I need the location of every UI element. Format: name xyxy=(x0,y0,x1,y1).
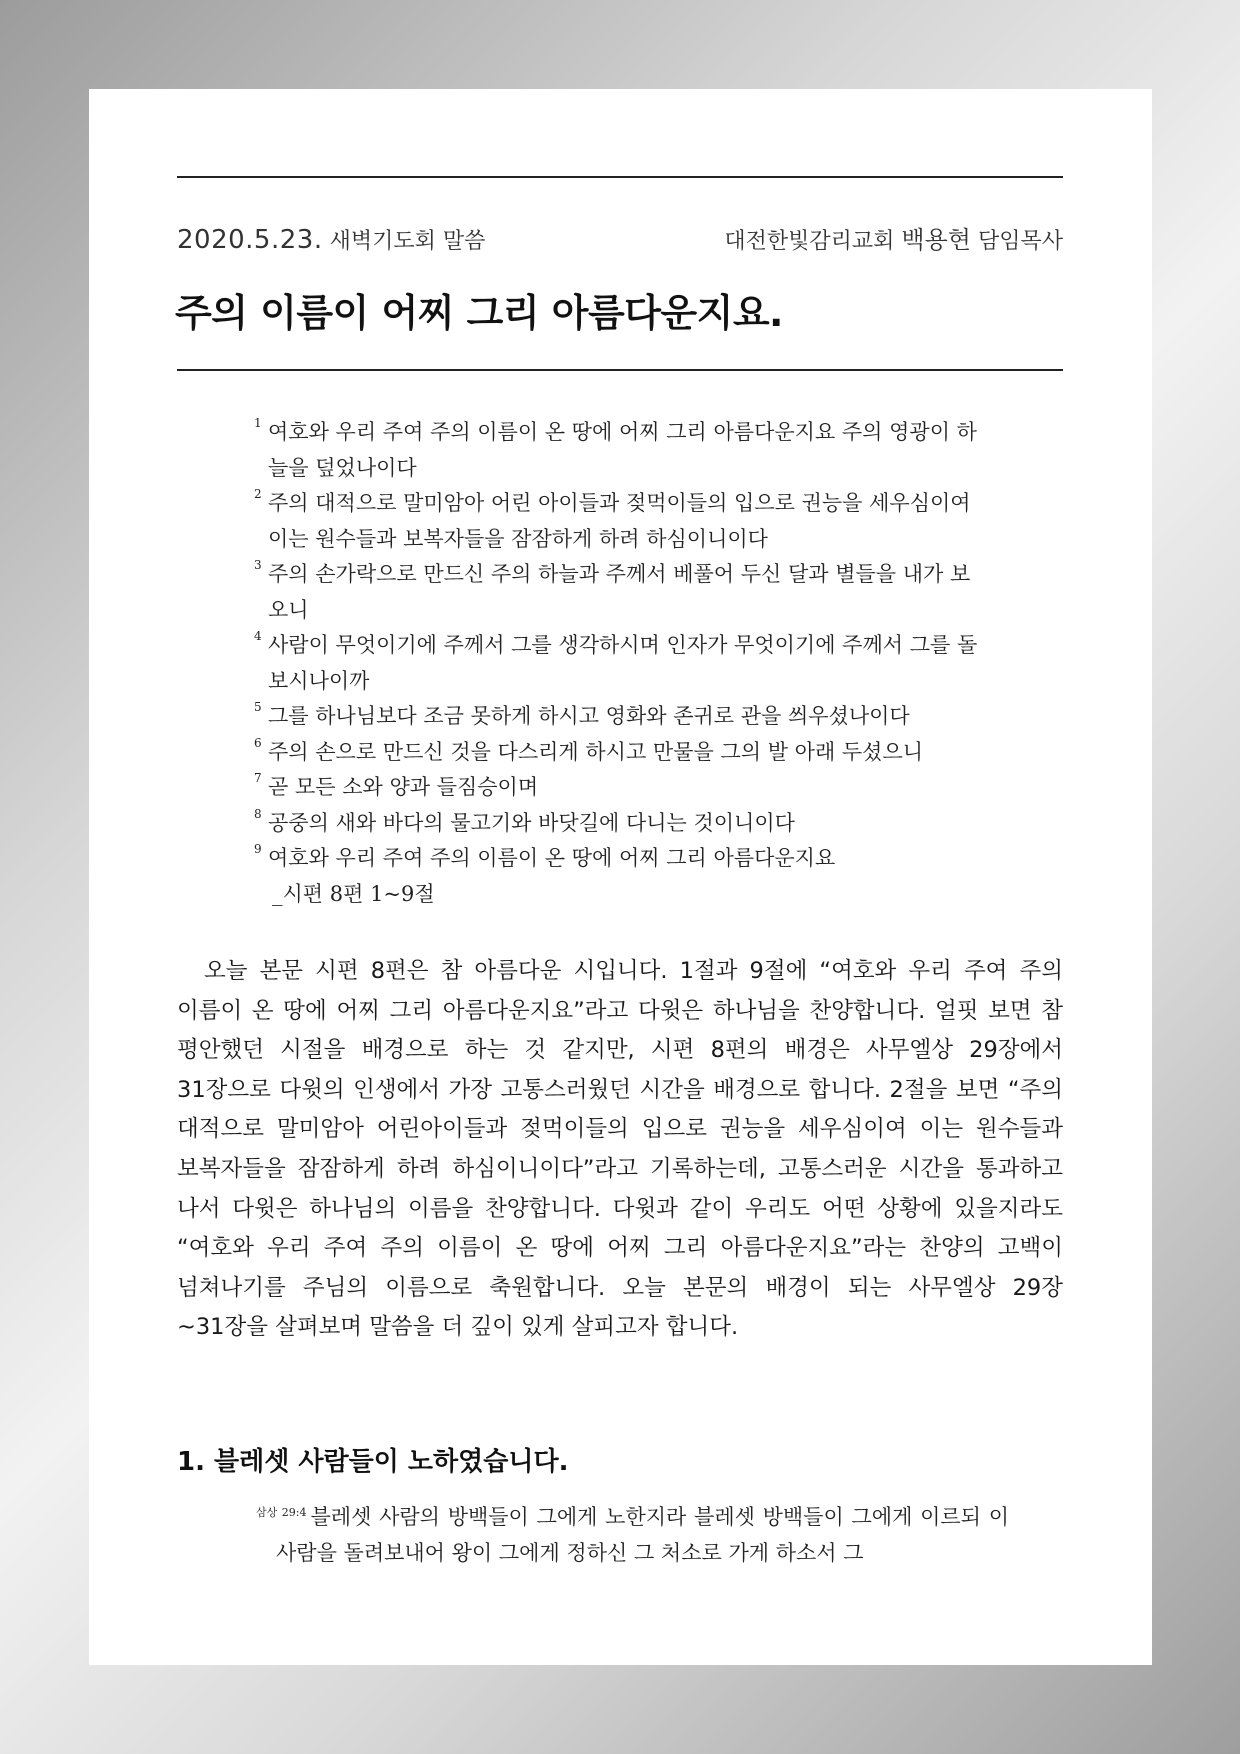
verse-number: 6 xyxy=(254,735,262,750)
verse xyxy=(254,628,989,699)
verse xyxy=(254,806,989,842)
verse-text: 공중의 새와 바다의 물고기와 바닷길에 다니는 것이니이다 xyxy=(268,810,795,835)
service-name: 새벽기도회 말씀 xyxy=(329,229,486,254)
passage-citation: _시편 8편 1~9절 xyxy=(272,881,435,906)
verse-text: 곧 모든 소와 양과 들짐승이며 xyxy=(268,775,539,799)
verse-text: 사람이 무엇이기에 주께서 그를 생각하시며 인자가 무엇이기에 주께서 그를 돌보시나이까 xyxy=(268,633,978,693)
verse xyxy=(254,557,989,628)
verse xyxy=(254,699,989,735)
service-info xyxy=(177,224,485,255)
scripture-passage xyxy=(254,415,989,912)
verse-text: 여호와 우리 주여 주의 이름이 온 땅에 어찌 그리 아름다운지요 주의 영광이 하늘을 덮었나이다 xyxy=(268,420,977,480)
pastor-name: 백용현 xyxy=(901,226,971,254)
verse-number: 8 xyxy=(254,806,262,821)
church-name: 대전한빛감리교회 xyxy=(724,229,895,254)
verse-number: 7 xyxy=(254,771,262,785)
verse-number: 3 xyxy=(254,558,262,572)
sermon-body: 오늘 본문 시편 8편은 참 아름다운 시입니다. 1절과 9절에 “여호와 우리 주여 주의 이름이 온 땅에 어찌 그리 아름다운지요”라고 다윗은 하나님을 찬양합니다. 얼핏 보면 참 평안했던 시절을 배경으로 하는 것 같지만, 시편 8편의 배경은 사무엘상 29장에서 31장으로 다윗의 인생에서 가장 고통스러웠던 시간을 배경으로 합니다. 2절을 보면 “주의 대적으로 말미암아 어린아이들과 젖먹이들의 입으로 권능을 세우심이여 이는 원수들과 보복자들을 잠잠하게 하려 하심이니이다”라고 기록하는데, 고통스러운 시간을 통과하고 나서 다윗은 하나님의 이름을 찬양합니다. 다윗과 같이 우리도 어떤 상황에 있을지라도 “여호와 우리 주여 주의 이름이 온 땅에 어찌 그리 아름다운지요”라는 찬양의 고백이 넘쳐나기를 주님의 이름으로 축원합니다. 오늘 본문의 배경이 되는 사무엘상 29장~31장을 살펴보며 말씀을 더 깊이 있게 살피고자 합니다. xyxy=(177,958,1063,1341)
verse-text: 주의 손으로 만드신 것을 다스리게 하시고 만물을 그의 발 아래 두셨으니 xyxy=(268,739,924,764)
verse xyxy=(254,841,989,912)
verse-number: 1 xyxy=(254,416,262,430)
verse xyxy=(254,486,989,557)
verse-number: 5 xyxy=(254,700,262,714)
sermon-date: 2020.5.23. xyxy=(177,225,323,255)
verse-text: 여호와 우리 주여 주의 이름이 온 땅에 어찌 그리 아름다운지요 xyxy=(268,846,836,870)
document-header xyxy=(177,220,1063,255)
verse xyxy=(254,735,989,771)
verse-text: 그를 하나님보다 조금 못하게 하시고 영화와 존귀로 관을 씌우셨나이다 xyxy=(268,704,910,728)
pastor-title: 담임목사 xyxy=(977,229,1063,254)
verse xyxy=(254,415,989,486)
verse-text: 주의 대적으로 말미암아 어린 아이들과 젖먹이들의 입으로 권능을 세우심이여 이는 원수들과 보복자들을 잠잠하게 하려 하심이니이다 xyxy=(268,491,971,551)
section-heading: 1. 블레셋 사람들이 노하였습니다. xyxy=(177,1447,569,1477)
verse-text: 주의 손가락으로 만드신 주의 하늘과 주께서 베풀어 두신 달과 별들을 내가 보오니 xyxy=(268,562,971,622)
verse xyxy=(254,770,989,806)
title-divider xyxy=(177,369,1063,371)
verse-number: 2 xyxy=(254,487,262,501)
church-info xyxy=(724,220,1063,255)
section-scripture xyxy=(256,1495,1009,1571)
scripture-reference: 삼상 29:4 xyxy=(256,1506,307,1519)
document-page xyxy=(89,89,1152,1665)
top-divider xyxy=(177,176,1063,178)
verse-number: 4 xyxy=(254,629,262,643)
scripture-text: 블레셋 사람의 방백들이 그에게 노한지라 블레셋 방백들이 그에게 이르되 이 사람을 돌려보내어 왕이 그에게 정하신 그 처소로 가게 하소서 그 xyxy=(276,1505,1009,1565)
verse-number: 9 xyxy=(254,842,262,856)
sermon-title: 주의 이름이 어찌 그리 아름다운지요. xyxy=(175,291,783,335)
